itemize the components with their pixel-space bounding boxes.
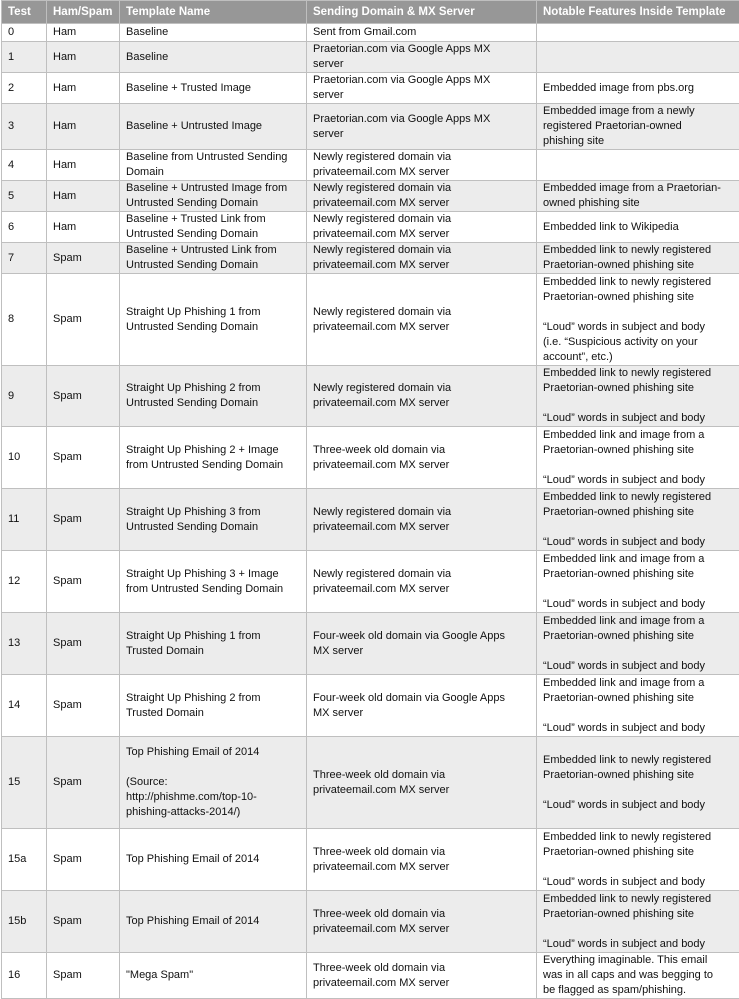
header-notable-features: Notable Features Inside Template	[537, 1, 739, 24]
header-sending-domain: Sending Domain & MX Server	[307, 1, 537, 24]
cell-ham-spam: Spam	[47, 489, 120, 551]
cell-notable-features: Embedded link to newly registered Praetorian-owned phishing site “Loud” words in subject and body	[537, 737, 739, 829]
header-template-name: Template Name	[120, 1, 307, 24]
cell-test: 4	[2, 150, 47, 181]
cell-template-name: Baseline from Untrusted Sending Domain	[120, 150, 307, 181]
cell-template-name: Baseline	[120, 24, 307, 42]
cell-template-name: "Mega Spam"	[120, 953, 307, 999]
header-test: Test	[2, 1, 47, 24]
cell-notable-features: Embedded link and image from a Praetorian-owned phishing site “Loud” words in subject and body	[537, 613, 739, 675]
cell-ham-spam: Spam	[47, 613, 120, 675]
header-row	[2, 1, 739, 24]
cell-sending-domain: Sent from Gmail.com	[307, 24, 537, 42]
table-row	[2, 73, 739, 104]
cell-template-name: Straight Up Phishing 3 + Image from Untrusted Sending Domain	[120, 551, 307, 613]
cell-ham-spam: Spam	[47, 427, 120, 489]
cell-test: 0	[2, 24, 47, 42]
table-row	[2, 891, 739, 953]
cell-test: 16	[2, 953, 47, 999]
table-row	[2, 829, 739, 891]
cell-test: 8	[2, 274, 47, 366]
cell-test: 15b	[2, 891, 47, 953]
cell-sending-domain: Three-week old domain via privateemail.com MX server	[307, 427, 537, 489]
cell-template-name: Baseline	[120, 42, 307, 73]
table-row	[2, 104, 739, 150]
cell-template-name: Top Phishing Email of 2014	[120, 829, 307, 891]
cell-template-name: Baseline + Trusted Image	[120, 73, 307, 104]
cell-notable-features: Embedded image from pbs.org	[537, 73, 739, 104]
cell-notable-features: Embedded link to newly registered Praetorian-owned phishing site “Loud” words in subject and body	[537, 891, 739, 953]
cell-sending-domain: Newly registered domain via privateemail.com MX server	[307, 181, 537, 212]
cell-notable-features: Embedded image from a Praetorian- owned phishing site	[537, 181, 739, 212]
cell-ham-spam: Ham	[47, 73, 120, 104]
cell-test: 1	[2, 42, 47, 73]
cell-notable-features: Embedded image from a newly registered Praetorian-owned phishing site	[537, 104, 739, 150]
table-row	[2, 150, 739, 181]
cell-sending-domain: Three-week old domain via privateemail.com MX server	[307, 953, 537, 999]
cell-template-name: Straight Up Phishing 2 from Trusted Domain	[120, 675, 307, 737]
cell-test: 12	[2, 551, 47, 613]
cell-test: 3	[2, 104, 47, 150]
cell-sending-domain: Praetorian.com via Google Apps MX server	[307, 73, 537, 104]
cell-ham-spam: Spam	[47, 366, 120, 427]
cell-ham-spam: Ham	[47, 42, 120, 73]
cell-notable-features: Everything imaginable. This email was in all caps and was begging to be flagged as spam/phishing.	[537, 953, 739, 999]
table-row	[2, 181, 739, 212]
cell-sending-domain: Four-week old domain via Google Apps MX server	[307, 613, 537, 675]
results-table	[1, 0, 739, 999]
cell-notable-features	[537, 24, 739, 42]
cell-notable-features: Embedded link to Wikipedia	[537, 212, 739, 243]
cell-template-name: Straight Up Phishing 3 from Untrusted Sending Domain	[120, 489, 307, 551]
cell-template-name: Straight Up Phishing 2 + Image from Untrusted Sending Domain	[120, 427, 307, 489]
table-row	[2, 366, 739, 427]
cell-notable-features: Embedded link and image from a Praetorian-owned phishing site “Loud” words in subject and body	[537, 427, 739, 489]
cell-template-name: Baseline + Trusted Link from Untrusted Sending Domain	[120, 212, 307, 243]
header-ham-spam: Ham/Spam	[47, 1, 120, 24]
cell-ham-spam: Spam	[47, 551, 120, 613]
cell-test: 7	[2, 243, 47, 274]
cell-sending-domain: Newly registered domain via privateemail.com MX server	[307, 489, 537, 551]
cell-ham-spam: Ham	[47, 181, 120, 212]
table-row	[2, 613, 739, 675]
cell-notable-features: Embedded link to newly registered Praetorian-owned phishing site “Loud” words in subject and body	[537, 366, 739, 427]
table-row	[2, 551, 739, 613]
cell-ham-spam: Spam	[47, 953, 120, 999]
cell-sending-domain: Praetorian.com via Google Apps MX server	[307, 42, 537, 73]
table-row	[2, 42, 739, 73]
cell-test: 13	[2, 613, 47, 675]
cell-test: 6	[2, 212, 47, 243]
table-row	[2, 953, 739, 999]
cell-sending-domain: Newly registered domain via privateemail.com MX server	[307, 551, 537, 613]
cell-ham-spam: Ham	[47, 150, 120, 181]
cell-test: 9	[2, 366, 47, 427]
cell-test: 5	[2, 181, 47, 212]
cell-notable-features: Embedded link to newly registered Praetorian-owned phishing site “Loud” words in subject and body	[537, 829, 739, 891]
cell-sending-domain: Praetorian.com via Google Apps MX server	[307, 104, 537, 150]
cell-test: 11	[2, 489, 47, 551]
cell-template-name: Baseline + Untrusted Image from Untrusted Sending Domain	[120, 181, 307, 212]
cell-sending-domain: Newly registered domain via privateemail.com MX server	[307, 366, 537, 427]
cell-template-name: Top Phishing Email of 2014	[120, 891, 307, 953]
cell-ham-spam: Spam	[47, 891, 120, 953]
cell-ham-spam: Spam	[47, 737, 120, 829]
cell-notable-features: Embedded link to newly registered Praetorian-owned phishing site “Loud” words in subject and body	[537, 489, 739, 551]
cell-notable-features	[537, 150, 739, 181]
cell-test: 10	[2, 427, 47, 489]
cell-ham-spam: Ham	[47, 212, 120, 243]
cell-test: 15a	[2, 829, 47, 891]
cell-notable-features	[537, 42, 739, 73]
cell-sending-domain: Newly registered domain via privateemail.com MX server	[307, 274, 537, 366]
table-row	[2, 675, 739, 737]
cell-template-name: Straight Up Phishing 2 from Untrusted Sending Domain	[120, 366, 307, 427]
cell-notable-features: Embedded link and image from a Praetorian-owned phishing site “Loud” words in subject and body	[537, 675, 739, 737]
cell-ham-spam: Spam	[47, 829, 120, 891]
cell-ham-spam: Spam	[47, 243, 120, 274]
cell-sending-domain: Newly registered domain via privateemail.com MX server	[307, 243, 537, 274]
cell-template-name: Baseline + Untrusted Image	[120, 104, 307, 150]
table-row	[2, 212, 739, 243]
cell-test: 2	[2, 73, 47, 104]
cell-sending-domain: Three-week old domain via privateemail.com MX server	[307, 891, 537, 953]
cell-template-name: Straight Up Phishing 1 from Trusted Domain	[120, 613, 307, 675]
table-row	[2, 274, 739, 366]
cell-ham-spam: Ham	[47, 104, 120, 150]
cell-template-name: Straight Up Phishing 1 from Untrusted Sending Domain	[120, 274, 307, 366]
cell-ham-spam: Spam	[47, 675, 120, 737]
cell-template-name: Top Phishing Email of 2014 (Source: http://phishme.com/top-10- phishing-attacks-2014/)	[120, 737, 307, 829]
table-row	[2, 243, 739, 274]
cell-sending-domain: Newly registered domain via privateemail.com MX server	[307, 212, 537, 243]
cell-sending-domain: Four-week old domain via Google Apps MX server	[307, 675, 537, 737]
cell-test: 14	[2, 675, 47, 737]
table-row	[2, 427, 739, 489]
cell-ham-spam: Ham	[47, 24, 120, 42]
table-row	[2, 24, 739, 42]
cell-sending-domain: Three-week old domain via privateemail.com MX server	[307, 829, 537, 891]
cell-template-name: Baseline + Untrusted Link from Untrusted Sending Domain	[120, 243, 307, 274]
cell-notable-features: Embedded link to newly registered Praetorian-owned phishing site	[537, 243, 739, 274]
cell-sending-domain: Three-week old domain via privateemail.com MX server	[307, 737, 537, 829]
cell-ham-spam: Spam	[47, 274, 120, 366]
table-row	[2, 489, 739, 551]
table-row	[2, 737, 739, 829]
cell-test: 15	[2, 737, 47, 829]
cell-notable-features: Embedded link to newly registered Praetorian-owned phishing site “Loud” words in subject and body (i.e. “Suspicious activity on your account”, etc.)	[537, 274, 739, 366]
cell-sending-domain: Newly registered domain via privateemail.com MX server	[307, 150, 537, 181]
cell-notable-features: Embedded link and image from a Praetorian-owned phishing site “Loud” words in subject and body	[537, 551, 739, 613]
